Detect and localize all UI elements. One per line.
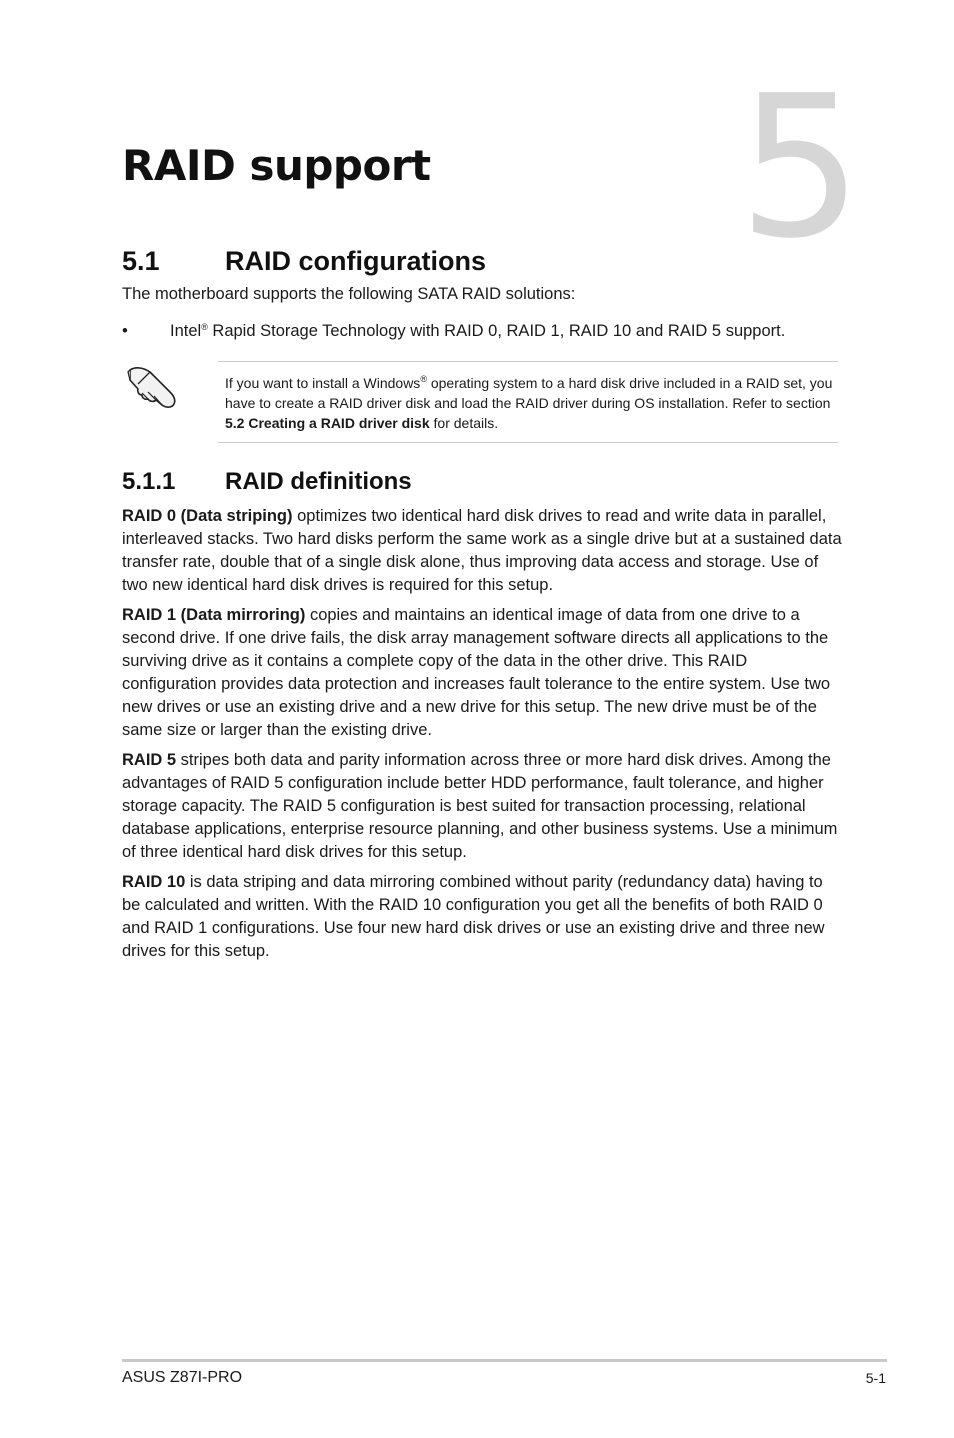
section-heading <box>122 244 486 278</box>
section-number: 5.1 <box>122 246 160 276</box>
definition-text: is data striping and data mirroring combined without parity (redundancy data) having to be calculated and written. With the RAID 10 configuration you get all the benefits of both RAID 0 and RAID 1 configurations. Use four new hard disk drives or use an existing drive and three new drives for this setup. <box>122 873 825 960</box>
definition-text: copies and maintains an identical image of data from one drive to a second drive. If one drive fails, the disk array management software directs all applications to the surviving drive as it contains a complete copy of the data in the other drive. This RAID configuration provides data protection and increases fault tolerance to the entire system. Use two new drives or use an existing drive and a new drive for this setup. The new drive must be of the same size or larger than the existing drive. <box>122 606 831 739</box>
bullet-brand: Intel <box>170 322 202 340</box>
definition-raid-10 <box>122 871 842 963</box>
registered-mark: ® <box>420 374 427 384</box>
footer-page-number: 5-1 <box>865 1370 886 1386</box>
note-text-end: for details. <box>429 415 499 431</box>
definition-term: RAID 1 (Data mirroring) <box>122 606 306 624</box>
section-intro: The motherboard supports the following SATA RAID solutions: <box>122 285 576 303</box>
note-text-start: If you want to install a Windows <box>225 375 421 391</box>
definition-term: RAID 5 <box>122 751 177 769</box>
pointing-hand-icon <box>126 362 182 410</box>
bullet-item <box>122 320 842 343</box>
definition-term: RAID 10 <box>122 873 186 891</box>
raid-definitions <box>122 505 842 970</box>
footer-product-name: ASUS Z87I-PRO <box>122 1369 243 1386</box>
registered-mark: ® <box>201 322 208 332</box>
section-title: RAID configurations <box>225 246 486 276</box>
footer-divider <box>122 1359 887 1362</box>
subsection-title: RAID definitions <box>225 468 412 495</box>
definition-raid-0 <box>122 505 842 597</box>
definition-text: optimizes two identical hard disk drives to read and write data in parallel, interleaved stacks. Two hard disks perform the same work as a single drive but at a sustained data transfer rate, double that of a single disk alone, thus improving data access and storage. Use of two new identical hard disk drives is required for this setup. <box>122 507 842 594</box>
chapter-title: RAID support <box>122 141 431 190</box>
chapter-number: 5 <box>738 54 863 282</box>
definition-raid-5 <box>122 749 842 864</box>
definition-term: RAID 0 (Data striping) <box>122 507 293 525</box>
note-section-reference: 5.2 Creating a RAID driver disk <box>225 415 430 431</box>
note-text <box>225 373 833 433</box>
definition-raid-1 <box>122 604 842 742</box>
definition-text: stripes both data and parity information across three or more hard disk drives. Among the advantages of RAID 5 configuration include better HDD performance, fault tolerance, and higher storage capacity. The RAID 5 configuration is best suited for transaction processing, relational database applications, enterprise resource planning, and other business systems. Use a minimum of three identical hard disk drives for this setup. <box>122 751 838 861</box>
bullet-text: Rapid Storage Technology with RAID 0, RAID 1, RAID 10 and RAID 5 support. <box>207 322 786 340</box>
note-text-middle: operating system to a hard disk drive included in a RAID set, you have to create a RAID driver disk and load the RAID driver during OS installation. Refer to section <box>225 375 833 411</box>
note-box <box>218 361 838 443</box>
subsection-heading <box>122 466 412 498</box>
subsection-number: 5.1.1 <box>122 468 176 495</box>
bullet-marker: • <box>122 322 128 340</box>
